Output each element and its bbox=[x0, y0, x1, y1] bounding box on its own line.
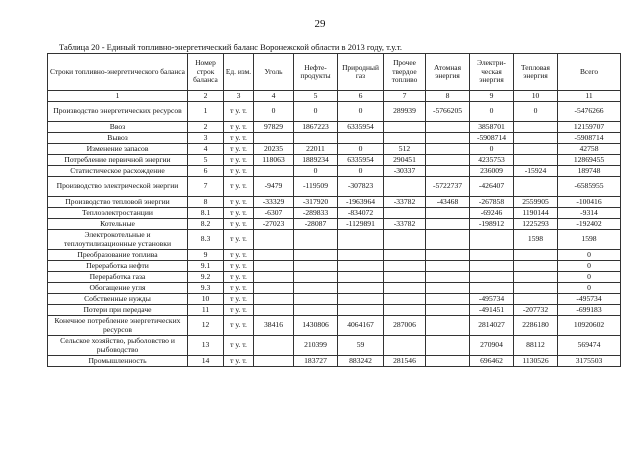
row-label: Потребление первичной энергии bbox=[48, 155, 188, 166]
table-cell bbox=[426, 316, 470, 336]
table-cell: -33782 bbox=[384, 197, 426, 208]
table-cell bbox=[384, 336, 426, 356]
table-cell: т у. т. bbox=[224, 155, 254, 166]
table-cell: 5 bbox=[188, 155, 224, 166]
table-cell bbox=[338, 283, 384, 294]
table-cell: 8 bbox=[188, 197, 224, 208]
table-cell bbox=[384, 283, 426, 294]
row-label: Собственные нужды bbox=[48, 294, 188, 305]
table-cell bbox=[426, 144, 470, 155]
table-cell: 210399 bbox=[294, 336, 338, 356]
table-cell: -1963964 bbox=[338, 197, 384, 208]
table-cell bbox=[384, 272, 426, 283]
table-cell: 1430806 bbox=[294, 316, 338, 336]
table-row bbox=[48, 102, 621, 122]
table-cell: т у. т. bbox=[224, 166, 254, 177]
table-cell: -5908714 bbox=[470, 133, 514, 144]
table-cell: 1598 bbox=[558, 230, 621, 250]
column-number: 1 bbox=[48, 91, 188, 102]
table-cell: 1225293 bbox=[514, 219, 558, 230]
table-cell: -491451 bbox=[470, 305, 514, 316]
table-cell: 9.1 bbox=[188, 261, 224, 272]
table-cell: -15924 bbox=[514, 166, 558, 177]
table-cell: -307823 bbox=[338, 177, 384, 197]
table-cell: -207732 bbox=[514, 305, 558, 316]
table-cell: 3 bbox=[188, 133, 224, 144]
table-cell: 1130526 bbox=[514, 356, 558, 367]
table-cell: 8.2 bbox=[188, 219, 224, 230]
table-row bbox=[48, 166, 621, 177]
table-cell: -317920 bbox=[294, 197, 338, 208]
row-label: Производство энергетических ресурсов bbox=[48, 102, 188, 122]
table-cell: т у. т. bbox=[224, 316, 254, 336]
table-cell: -495734 bbox=[558, 294, 621, 305]
table-cell: т у. т. bbox=[224, 122, 254, 133]
table-cell bbox=[514, 133, 558, 144]
row-label: Электрокотельные и теплоутилизационные установки bbox=[48, 230, 188, 250]
table-cell bbox=[254, 261, 294, 272]
table-row bbox=[48, 208, 621, 219]
table-cell bbox=[338, 250, 384, 261]
table-cell bbox=[514, 294, 558, 305]
table-cell bbox=[254, 250, 294, 261]
table-cell bbox=[254, 230, 294, 250]
table-row bbox=[48, 272, 621, 283]
table-cell: 183727 bbox=[294, 356, 338, 367]
table-cell bbox=[426, 208, 470, 219]
table-cell bbox=[338, 230, 384, 250]
table-cell: 236009 bbox=[470, 166, 514, 177]
table-cell: -426407 bbox=[470, 177, 514, 197]
row-label: Изменение запасов bbox=[48, 144, 188, 155]
table-row bbox=[48, 356, 621, 367]
table-cell: 42758 bbox=[558, 144, 621, 155]
column-number: 6 bbox=[338, 91, 384, 102]
table-cell: 88112 bbox=[514, 336, 558, 356]
table-cell: 9.3 bbox=[188, 283, 224, 294]
table-cell: 12159707 bbox=[558, 122, 621, 133]
table-cell: т у. т. bbox=[224, 261, 254, 272]
table-cell: т у. т. bbox=[224, 208, 254, 219]
table-cell: 0 bbox=[338, 144, 384, 155]
column-header: Всего bbox=[558, 54, 621, 91]
table-cell: -198912 bbox=[470, 219, 514, 230]
row-label: Производство тепловой энергии bbox=[48, 197, 188, 208]
table-row bbox=[48, 261, 621, 272]
table-cell: т у. т. bbox=[224, 336, 254, 356]
table-cell bbox=[384, 208, 426, 219]
table-cell: 0 bbox=[558, 261, 621, 272]
table-cell: 0 bbox=[558, 272, 621, 283]
table-cell: 1 bbox=[188, 102, 224, 122]
table-cell: 20235 bbox=[254, 144, 294, 155]
table-cell: 3858701 bbox=[470, 122, 514, 133]
table-row bbox=[48, 133, 621, 144]
table-cell: 0 bbox=[558, 250, 621, 261]
table-cell bbox=[470, 272, 514, 283]
table-row bbox=[48, 294, 621, 305]
table-cell bbox=[384, 177, 426, 197]
table-cell bbox=[426, 272, 470, 283]
column-number: 9 bbox=[470, 91, 514, 102]
table-cell bbox=[426, 356, 470, 367]
table-cell: 289939 bbox=[384, 102, 426, 122]
table-row bbox=[48, 336, 621, 356]
table-cell bbox=[514, 272, 558, 283]
column-number: 10 bbox=[514, 91, 558, 102]
row-label: Переработка нефти bbox=[48, 261, 188, 272]
table-cell: -289833 bbox=[294, 208, 338, 219]
column-number-row bbox=[48, 91, 621, 102]
column-header: Электри-ческая энергия bbox=[470, 54, 514, 91]
table-cell bbox=[384, 230, 426, 250]
table-cell: -100416 bbox=[558, 197, 621, 208]
table-cell: 281546 bbox=[384, 356, 426, 367]
table-cell: т у. т. bbox=[224, 305, 254, 316]
table-cell: -5908714 bbox=[558, 133, 621, 144]
header-row bbox=[48, 54, 621, 91]
table-cell bbox=[470, 250, 514, 261]
table-cell: 13 bbox=[188, 336, 224, 356]
table-cell bbox=[294, 272, 338, 283]
column-header: Ед. изм. bbox=[224, 54, 254, 91]
table-cell: 10 bbox=[188, 294, 224, 305]
column-number: 11 bbox=[558, 91, 621, 102]
table-cell bbox=[338, 261, 384, 272]
table-cell bbox=[514, 177, 558, 197]
table-cell: -30337 bbox=[384, 166, 426, 177]
table-row bbox=[48, 250, 621, 261]
table-cell bbox=[254, 272, 294, 283]
row-label: Потери при передаче bbox=[48, 305, 188, 316]
table-cell: 59 bbox=[338, 336, 384, 356]
table-cell bbox=[470, 230, 514, 250]
table-cell: 12 bbox=[188, 316, 224, 336]
table-cell: т у. т. bbox=[224, 250, 254, 261]
table-cell bbox=[384, 250, 426, 261]
table-row bbox=[48, 305, 621, 316]
table-cell bbox=[426, 261, 470, 272]
table-cell bbox=[384, 261, 426, 272]
table-cell: 8.1 bbox=[188, 208, 224, 219]
table-cell: -1129891 bbox=[338, 219, 384, 230]
table-cell: 118063 bbox=[254, 155, 294, 166]
table-cell bbox=[426, 305, 470, 316]
table-cell: 0 bbox=[294, 166, 338, 177]
table-cell bbox=[294, 283, 338, 294]
table-cell bbox=[426, 294, 470, 305]
column-number: 3 bbox=[224, 91, 254, 102]
row-label: Ввоз bbox=[48, 122, 188, 133]
table-cell: т у. т. bbox=[224, 294, 254, 305]
table-cell bbox=[470, 283, 514, 294]
row-label: Промышленность bbox=[48, 356, 188, 367]
table-row bbox=[48, 197, 621, 208]
table-cell bbox=[294, 294, 338, 305]
table-cell: 8.3 bbox=[188, 230, 224, 250]
table-cell: -6585955 bbox=[558, 177, 621, 197]
table-cell: 0 bbox=[470, 144, 514, 155]
column-header: Атомная энергия bbox=[426, 54, 470, 91]
table-cell: 4 bbox=[188, 144, 224, 155]
table-cell bbox=[426, 336, 470, 356]
table-body bbox=[48, 102, 621, 367]
column-header: Нефте-продукты bbox=[294, 54, 338, 91]
table-cell bbox=[254, 356, 294, 367]
row-label: Обогащение угля bbox=[48, 283, 188, 294]
column-header: Прочее твердое топливо bbox=[384, 54, 426, 91]
table-cell: 883242 bbox=[338, 356, 384, 367]
table-cell: 2 bbox=[188, 122, 224, 133]
table-cell: -69246 bbox=[470, 208, 514, 219]
table-cell: 9.2 bbox=[188, 272, 224, 283]
table-cell bbox=[294, 305, 338, 316]
table-cell bbox=[384, 294, 426, 305]
table-cell: 189748 bbox=[558, 166, 621, 177]
table-cell bbox=[254, 336, 294, 356]
table-row bbox=[48, 144, 621, 155]
column-number: 7 bbox=[384, 91, 426, 102]
table-row bbox=[48, 283, 621, 294]
table-cell: 0 bbox=[558, 283, 621, 294]
table-cell: 0 bbox=[338, 102, 384, 122]
column-number: 5 bbox=[294, 91, 338, 102]
table-cell: -33782 bbox=[384, 219, 426, 230]
table-cell bbox=[294, 230, 338, 250]
table-cell: 4235753 bbox=[470, 155, 514, 166]
table-cell bbox=[514, 261, 558, 272]
table-cell bbox=[384, 305, 426, 316]
table-cell: 512 bbox=[384, 144, 426, 155]
table-cell bbox=[254, 283, 294, 294]
table-cell: 270904 bbox=[470, 336, 514, 356]
table-cell: 3175503 bbox=[558, 356, 621, 367]
row-label: Статистическое расхождение bbox=[48, 166, 188, 177]
table-cell: т у. т. bbox=[224, 283, 254, 294]
table-cell: 0 bbox=[338, 166, 384, 177]
row-label: Производство электрической энергии bbox=[48, 177, 188, 197]
table-cell: 0 bbox=[470, 102, 514, 122]
table-cell bbox=[384, 122, 426, 133]
table-cell: 0 bbox=[514, 102, 558, 122]
table-cell: 1598 bbox=[514, 230, 558, 250]
table-cell: 12869455 bbox=[558, 155, 621, 166]
table-cell: т у. т. bbox=[224, 272, 254, 283]
table-cell: 6 bbox=[188, 166, 224, 177]
table-cell bbox=[426, 155, 470, 166]
table-cell: -28087 bbox=[294, 219, 338, 230]
table-cell: 4064167 bbox=[338, 316, 384, 336]
column-number: 4 bbox=[254, 91, 294, 102]
table-cell: -43468 bbox=[426, 197, 470, 208]
row-label: Переработка газа bbox=[48, 272, 188, 283]
table-cell: -834072 bbox=[338, 208, 384, 219]
table-cell bbox=[338, 305, 384, 316]
table-cell bbox=[426, 122, 470, 133]
table-cell bbox=[294, 250, 338, 261]
table-cell bbox=[514, 250, 558, 261]
table-cell: 2559905 bbox=[514, 197, 558, 208]
table-row bbox=[48, 122, 621, 133]
table-cell: -267858 bbox=[470, 197, 514, 208]
row-label: Котельные bbox=[48, 219, 188, 230]
table-row bbox=[48, 177, 621, 197]
table-cell bbox=[514, 155, 558, 166]
table-cell bbox=[254, 305, 294, 316]
table-cell: 10920602 bbox=[558, 316, 621, 336]
table-cell: 0 bbox=[294, 102, 338, 122]
column-header: Природный газ bbox=[338, 54, 384, 91]
table-cell: -5722737 bbox=[426, 177, 470, 197]
table-cell: -192402 bbox=[558, 219, 621, 230]
table-cell: 9 bbox=[188, 250, 224, 261]
table-cell bbox=[338, 294, 384, 305]
fuel-energy-balance-table bbox=[47, 53, 621, 367]
table-cell bbox=[384, 133, 426, 144]
table-cell: 7 bbox=[188, 177, 224, 197]
table-cell: 6335954 bbox=[338, 122, 384, 133]
table-row bbox=[48, 155, 621, 166]
table-cell: 2286180 bbox=[514, 316, 558, 336]
row-label: Сельское хозяйство, рыболовство и рыбоводство bbox=[48, 336, 188, 356]
table-cell: -5766205 bbox=[426, 102, 470, 122]
table-cell: 290451 bbox=[384, 155, 426, 166]
table-cell: 6335954 bbox=[338, 155, 384, 166]
table-cell bbox=[426, 230, 470, 250]
table-cell bbox=[426, 250, 470, 261]
table-cell bbox=[426, 219, 470, 230]
table-cell bbox=[338, 272, 384, 283]
table-cell bbox=[514, 122, 558, 133]
table-cell bbox=[426, 166, 470, 177]
table-cell: -9314 bbox=[558, 208, 621, 219]
row-label: Конечное потребление энергетических ресурсов bbox=[48, 316, 188, 336]
column-header: Уголь bbox=[254, 54, 294, 91]
table-cell: 22011 bbox=[294, 144, 338, 155]
table-cell: т у. т. bbox=[224, 230, 254, 250]
column-number: 8 bbox=[426, 91, 470, 102]
table-cell: -5476266 bbox=[558, 102, 621, 122]
row-label: Вывоз bbox=[48, 133, 188, 144]
table-row bbox=[48, 316, 621, 336]
table-cell bbox=[294, 261, 338, 272]
table-cell: 38416 bbox=[254, 316, 294, 336]
table-cell: т у. т. bbox=[224, 177, 254, 197]
table-cell: 14 bbox=[188, 356, 224, 367]
row-label: Преобразование топлива bbox=[48, 250, 188, 261]
table-cell: -33329 bbox=[254, 197, 294, 208]
column-header: Строки топливно-энергетического баланса bbox=[48, 54, 188, 91]
table-row bbox=[48, 219, 621, 230]
table-cell: -9479 bbox=[254, 177, 294, 197]
table-cell: 696462 bbox=[470, 356, 514, 367]
table-cell bbox=[514, 144, 558, 155]
table-row bbox=[48, 230, 621, 250]
table-cell: 2814027 bbox=[470, 316, 514, 336]
table-cell: т у. т. bbox=[224, 219, 254, 230]
column-header: Тепловая энергия bbox=[514, 54, 558, 91]
table-cell bbox=[426, 283, 470, 294]
table-cell: т у. т. bbox=[224, 356, 254, 367]
page-number: 29 bbox=[314, 18, 326, 30]
table-cell: т у. т. bbox=[224, 197, 254, 208]
row-label: Теплоэлектростанции bbox=[48, 208, 188, 219]
table-cell bbox=[338, 133, 384, 144]
table-cell bbox=[254, 133, 294, 144]
table-cell bbox=[254, 166, 294, 177]
table-cell: -119509 bbox=[294, 177, 338, 197]
table-cell bbox=[294, 133, 338, 144]
table-cell bbox=[514, 283, 558, 294]
table-cell: 97829 bbox=[254, 122, 294, 133]
table-cell bbox=[254, 294, 294, 305]
table-cell: -6307 bbox=[254, 208, 294, 219]
table-cell: т у. т. bbox=[224, 102, 254, 122]
table-cell: -27023 bbox=[254, 219, 294, 230]
table-cell: 1889234 bbox=[294, 155, 338, 166]
table-cell: -495734 bbox=[470, 294, 514, 305]
table-cell: 569474 bbox=[558, 336, 621, 356]
table-cell bbox=[426, 133, 470, 144]
table-cell: 1190144 bbox=[514, 208, 558, 219]
table-cell: т у. т. bbox=[224, 133, 254, 144]
table-cell bbox=[470, 261, 514, 272]
table-cell: 0 bbox=[254, 102, 294, 122]
column-number: 2 bbox=[188, 91, 224, 102]
column-header: Номер строк баланса bbox=[188, 54, 224, 91]
table-cell: т у. т. bbox=[224, 144, 254, 155]
table-cell: 11 bbox=[188, 305, 224, 316]
table-caption: Таблица 20 - Единый топливно-энергетический баланс Воронежской области в 2013 году, т.у.т. bbox=[59, 42, 403, 52]
table-cell: 1867223 bbox=[294, 122, 338, 133]
table-cell: -699183 bbox=[558, 305, 621, 316]
table-cell: 287006 bbox=[384, 316, 426, 336]
